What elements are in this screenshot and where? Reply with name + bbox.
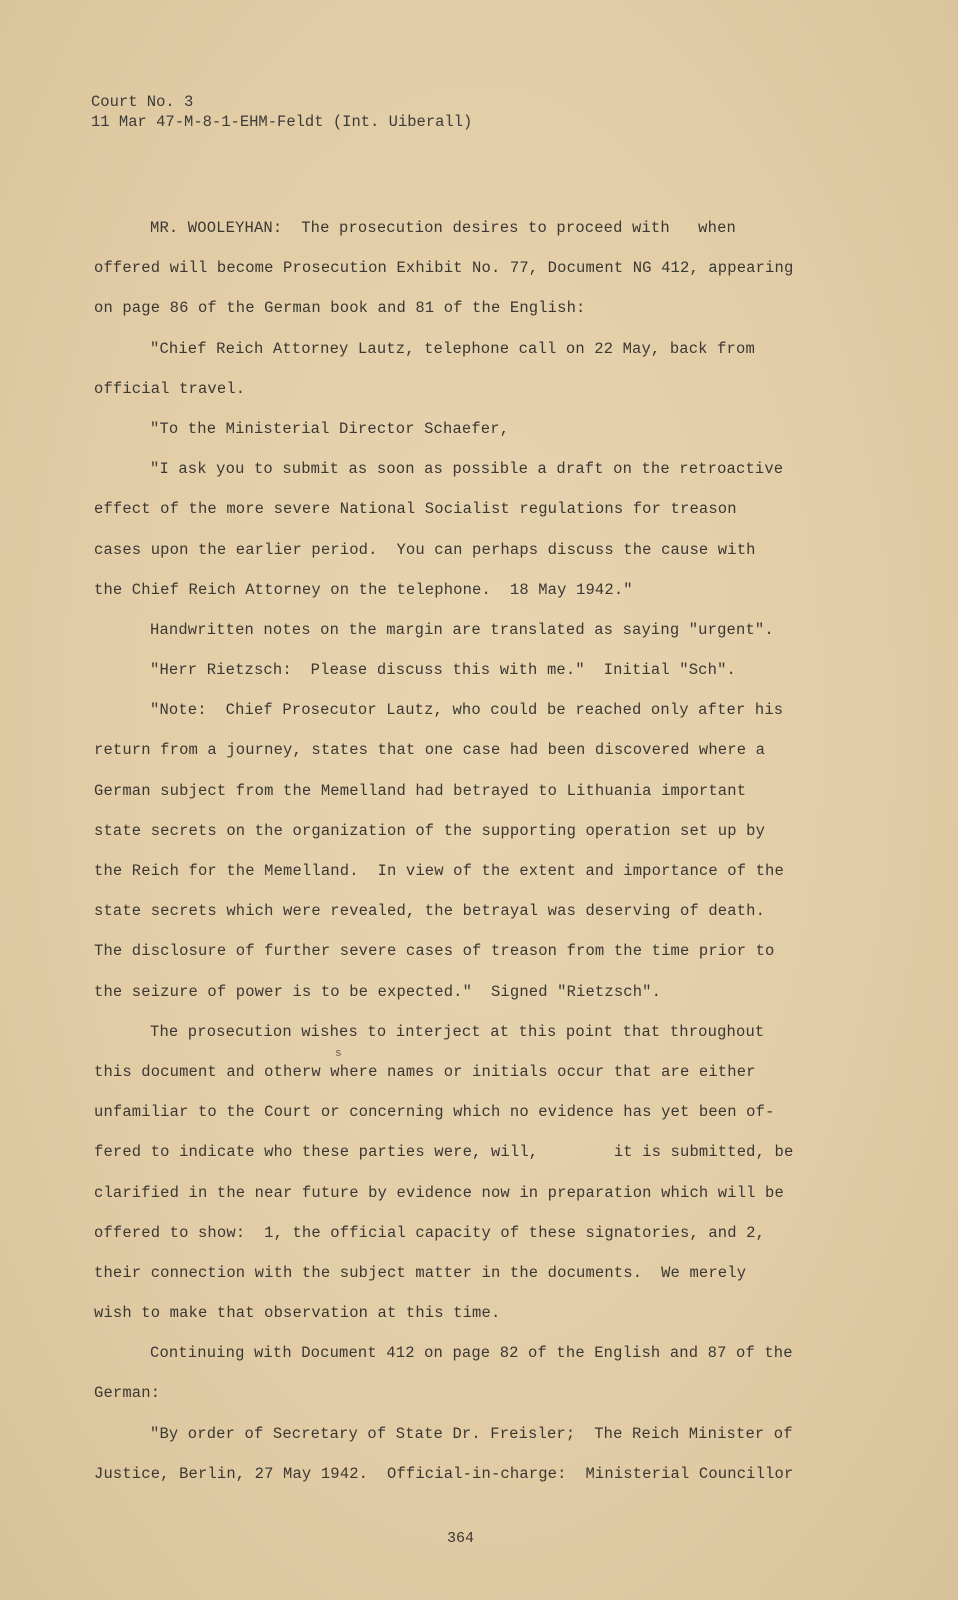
court-line: Court No. 3: [91, 93, 194, 111]
text-line: clarified in the near future by evidence now in preparation which will be: [94, 1183, 784, 1202]
text-line: "Note: Chief Prosecutor Lautz, who could be reached only after his: [150, 701, 784, 720]
text-line: "By order of Secretary of State Dr. Freisler; The Reich Minister of: [150, 1424, 793, 1443]
session-line: 11 Mar 47-M-8-1-EHM-Feldt (Int. Uiberall): [91, 113, 473, 131]
text-line: Continuing with Document 412 on page 82 of the English and 87 of the: [150, 1344, 793, 1363]
document-body: [94, 208, 864, 1494]
text-line: unfamiliar to the Court or concerning which no evidence has yet been of-: [94, 1103, 775, 1122]
text-line: the seizure of power is to be expected." Signed "Rietzsch".: [94, 982, 662, 1001]
text-line: "Chief Reich Attorney Lautz, telephone call on 22 May, back from: [150, 339, 755, 358]
text-line: "To the Ministerial Director Schaefer,: [150, 419, 510, 438]
text-line: cases upon the earlier period. You can perhaps discuss the cause with: [94, 540, 756, 559]
text-line: state secrets which were revealed, the betrayal was deserving of death.: [94, 902, 766, 921]
text-line: "Herr Rietzsch: Please discuss this with me." Initial "Sch".: [150, 661, 736, 680]
text-line: MR. WOOLEYHAN: The prosecution desires to proceed with when: [150, 219, 736, 237]
document-header: [91, 92, 472, 132]
text-line: their connection with the subject matter in the documents. We merely: [94, 1263, 747, 1282]
text-line: state secrets on the organization of the supporting operation set up by: [94, 821, 766, 840]
text-line: wish to make that observation at this time.: [94, 1304, 501, 1323]
handwritten-annotation: s: [335, 1048, 342, 1060]
text-line: "I ask you to submit as soon as possible a draft on the retroactive: [150, 460, 784, 479]
text-line: on page 86 of the German book and 81 of the English:: [94, 299, 586, 318]
text-line: offered will become Prosecution Exhibit No. 77, Document NG 412, appearing: [94, 259, 794, 278]
text-line: the Reich for the Memelland. In view of the extent and importance of the: [94, 862, 784, 880]
text-line: effect of the more severe National Socialist regulations for treason: [94, 500, 737, 519]
text-line: offered to show: 1, the official capacity of these signatories, and 2,: [94, 1223, 766, 1242]
text-line: Justice, Berlin, 27 May 1942. Official-in-charge: Ministerial Councillor: [94, 1464, 794, 1483]
text-line: Handwritten notes on the margin are translated as saying "urgent".: [150, 620, 774, 639]
text-line: return from a journey, states that one case had been discovered where a: [94, 741, 766, 760]
text-line: The prosecution wishes to interject at this point that throughout: [150, 1022, 765, 1041]
text-line: this document and otherw where names or initials occur that are either: [94, 1062, 756, 1081]
page-number: 364: [447, 1530, 475, 1547]
text-line: German:: [94, 1384, 161, 1403]
text-line: The disclosure of further severe cases of treason from the time prior to: [94, 942, 775, 961]
text-line: official travel.: [94, 379, 246, 398]
text-line: German subject from the Memelland had betrayed to Lithuania important: [94, 781, 747, 800]
text-line: the Chief Reich Attorney on the telephone. 18 May 1942.": [94, 580, 633, 599]
text-line: fered to indicate who these parties were, will, it is submitted, be: [94, 1143, 794, 1162]
